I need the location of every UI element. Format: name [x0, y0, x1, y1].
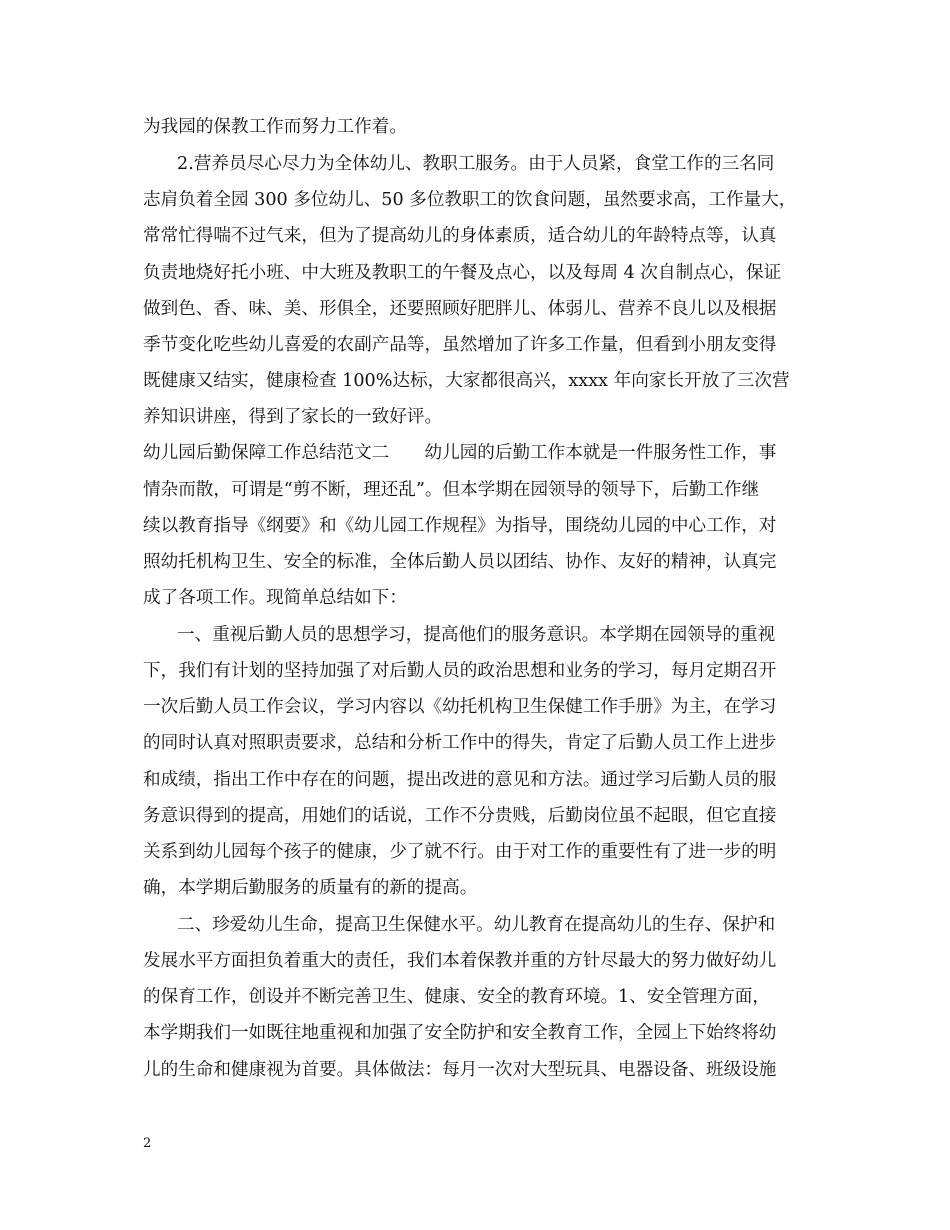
page-number: 2 — [143, 1136, 152, 1151]
paragraph-start-line: 2.营养员尽心尽力为全体幼儿、教职工服务。由于人员紧，食堂工作的三名同 — [177, 154, 775, 174]
text-line: 儿的生命和健康视为首要。具体做法：每月一次对大型玩具、电器设备、班级设施 — [143, 1060, 777, 1080]
text-line: 养知识讲座，得到了家长的一致好评。 — [143, 407, 443, 427]
text-line: 续以教育指导《纲要》和《幼儿园工作规程》为指导，围绕幼儿园的中心工作，对 — [143, 516, 777, 536]
text-line: 志肩负着全园 300 多位幼儿、50 多位教职工的饮食问题，虽然要求高，工作量大， — [143, 190, 797, 210]
text-line: 和成绩，指出工作中存在的问题，提出改进的意见和方法。通过学习后勤人员的服 — [143, 770, 777, 790]
text-line: 负责地烧好托小班、中大班及教职工的午餐及点心，以及每周 4 次自制点心，保证 — [143, 263, 782, 283]
text-line: 为我园的保教工作而努力工作着。 — [143, 117, 407, 137]
paragraph-start-line: 二、珍爱幼儿生命，提高卫生保健水平。幼儿教育在提高幼儿的生存、保护和 — [177, 915, 776, 935]
section-title-line: 幼儿园后勤保障工作总结范文二 幼儿园的后勤工作本就是一件服务性工作，事 — [143, 443, 777, 463]
text-line: 季节变化吃些幼儿喜爱的农副产品等，虽然增加了许多工作量，但看到小朋友变得 — [143, 335, 777, 355]
text-line: 关系到幼儿园每个孩子的健康，少了就不行。由于对工作的重要性有了进一步的明 — [143, 842, 777, 862]
text-line: 常常忙得喘不过气来，但为了提高幼儿的身体素质，适合幼儿的年龄特点等，认真 — [143, 226, 777, 246]
text-line: 照幼托机构卫生、安全的标准，全体后勤人员以团结、协作、友好的精神，认真完 — [143, 552, 777, 572]
text-line: 成了各项工作。现简单总结如下： — [143, 588, 407, 608]
text-line: 的同时认真对照职责要求，总结和分析工作中的得失，肯定了后勤人员工作上进步 — [143, 733, 777, 753]
text-line: 本学期我们一如既往地重视和加强了安全防护和安全教育工作，全园上下始终将幼 — [143, 1023, 777, 1043]
text-line: 下，我们有计划的坚持加强了对后勤人员的政治思想和业务的学习，每月定期召开 — [143, 661, 777, 681]
text-line: 发展水平方面担负着重大的责任，我们本着保教并重的方针尽最大的努力做好幼儿 — [143, 951, 777, 971]
text-line: 确，本学期后勤服务的质量有的新的提高。 — [143, 878, 478, 898]
text-line: 的保育工作，创设并不断完善卫生、健康、安全的教育环境。1、安全管理方面， — [143, 987, 770, 1007]
text-line: 务意识得到的提高，用她们的话说，工作不分贵贱，后勤岗位虽不起眼，但它直接 — [143, 806, 777, 826]
text-line: 既健康又结实，健康检查 100%达标，大家都很高兴，xxxx 年向家长开放了三次营 — [143, 371, 790, 391]
text-line: 情杂而散，可谓是“剪不断，理还乱”。但本学期在园领导的领导下，后勤工作继 — [143, 480, 760, 500]
text-line: 做到色、香、味、美、形俱全，还要照顾好肥胖儿、体弱儿、营养不良儿以及根据 — [143, 299, 777, 319]
text-line: 一次后勤人员工作会议，学习内容以《幼托机构卫生保健工作手册》为主，在学习 — [143, 697, 777, 717]
paragraph-start-line: 一、重视后勤人员的思想学习，提高他们的服务意识。本学期在园领导的重视 — [177, 625, 776, 645]
